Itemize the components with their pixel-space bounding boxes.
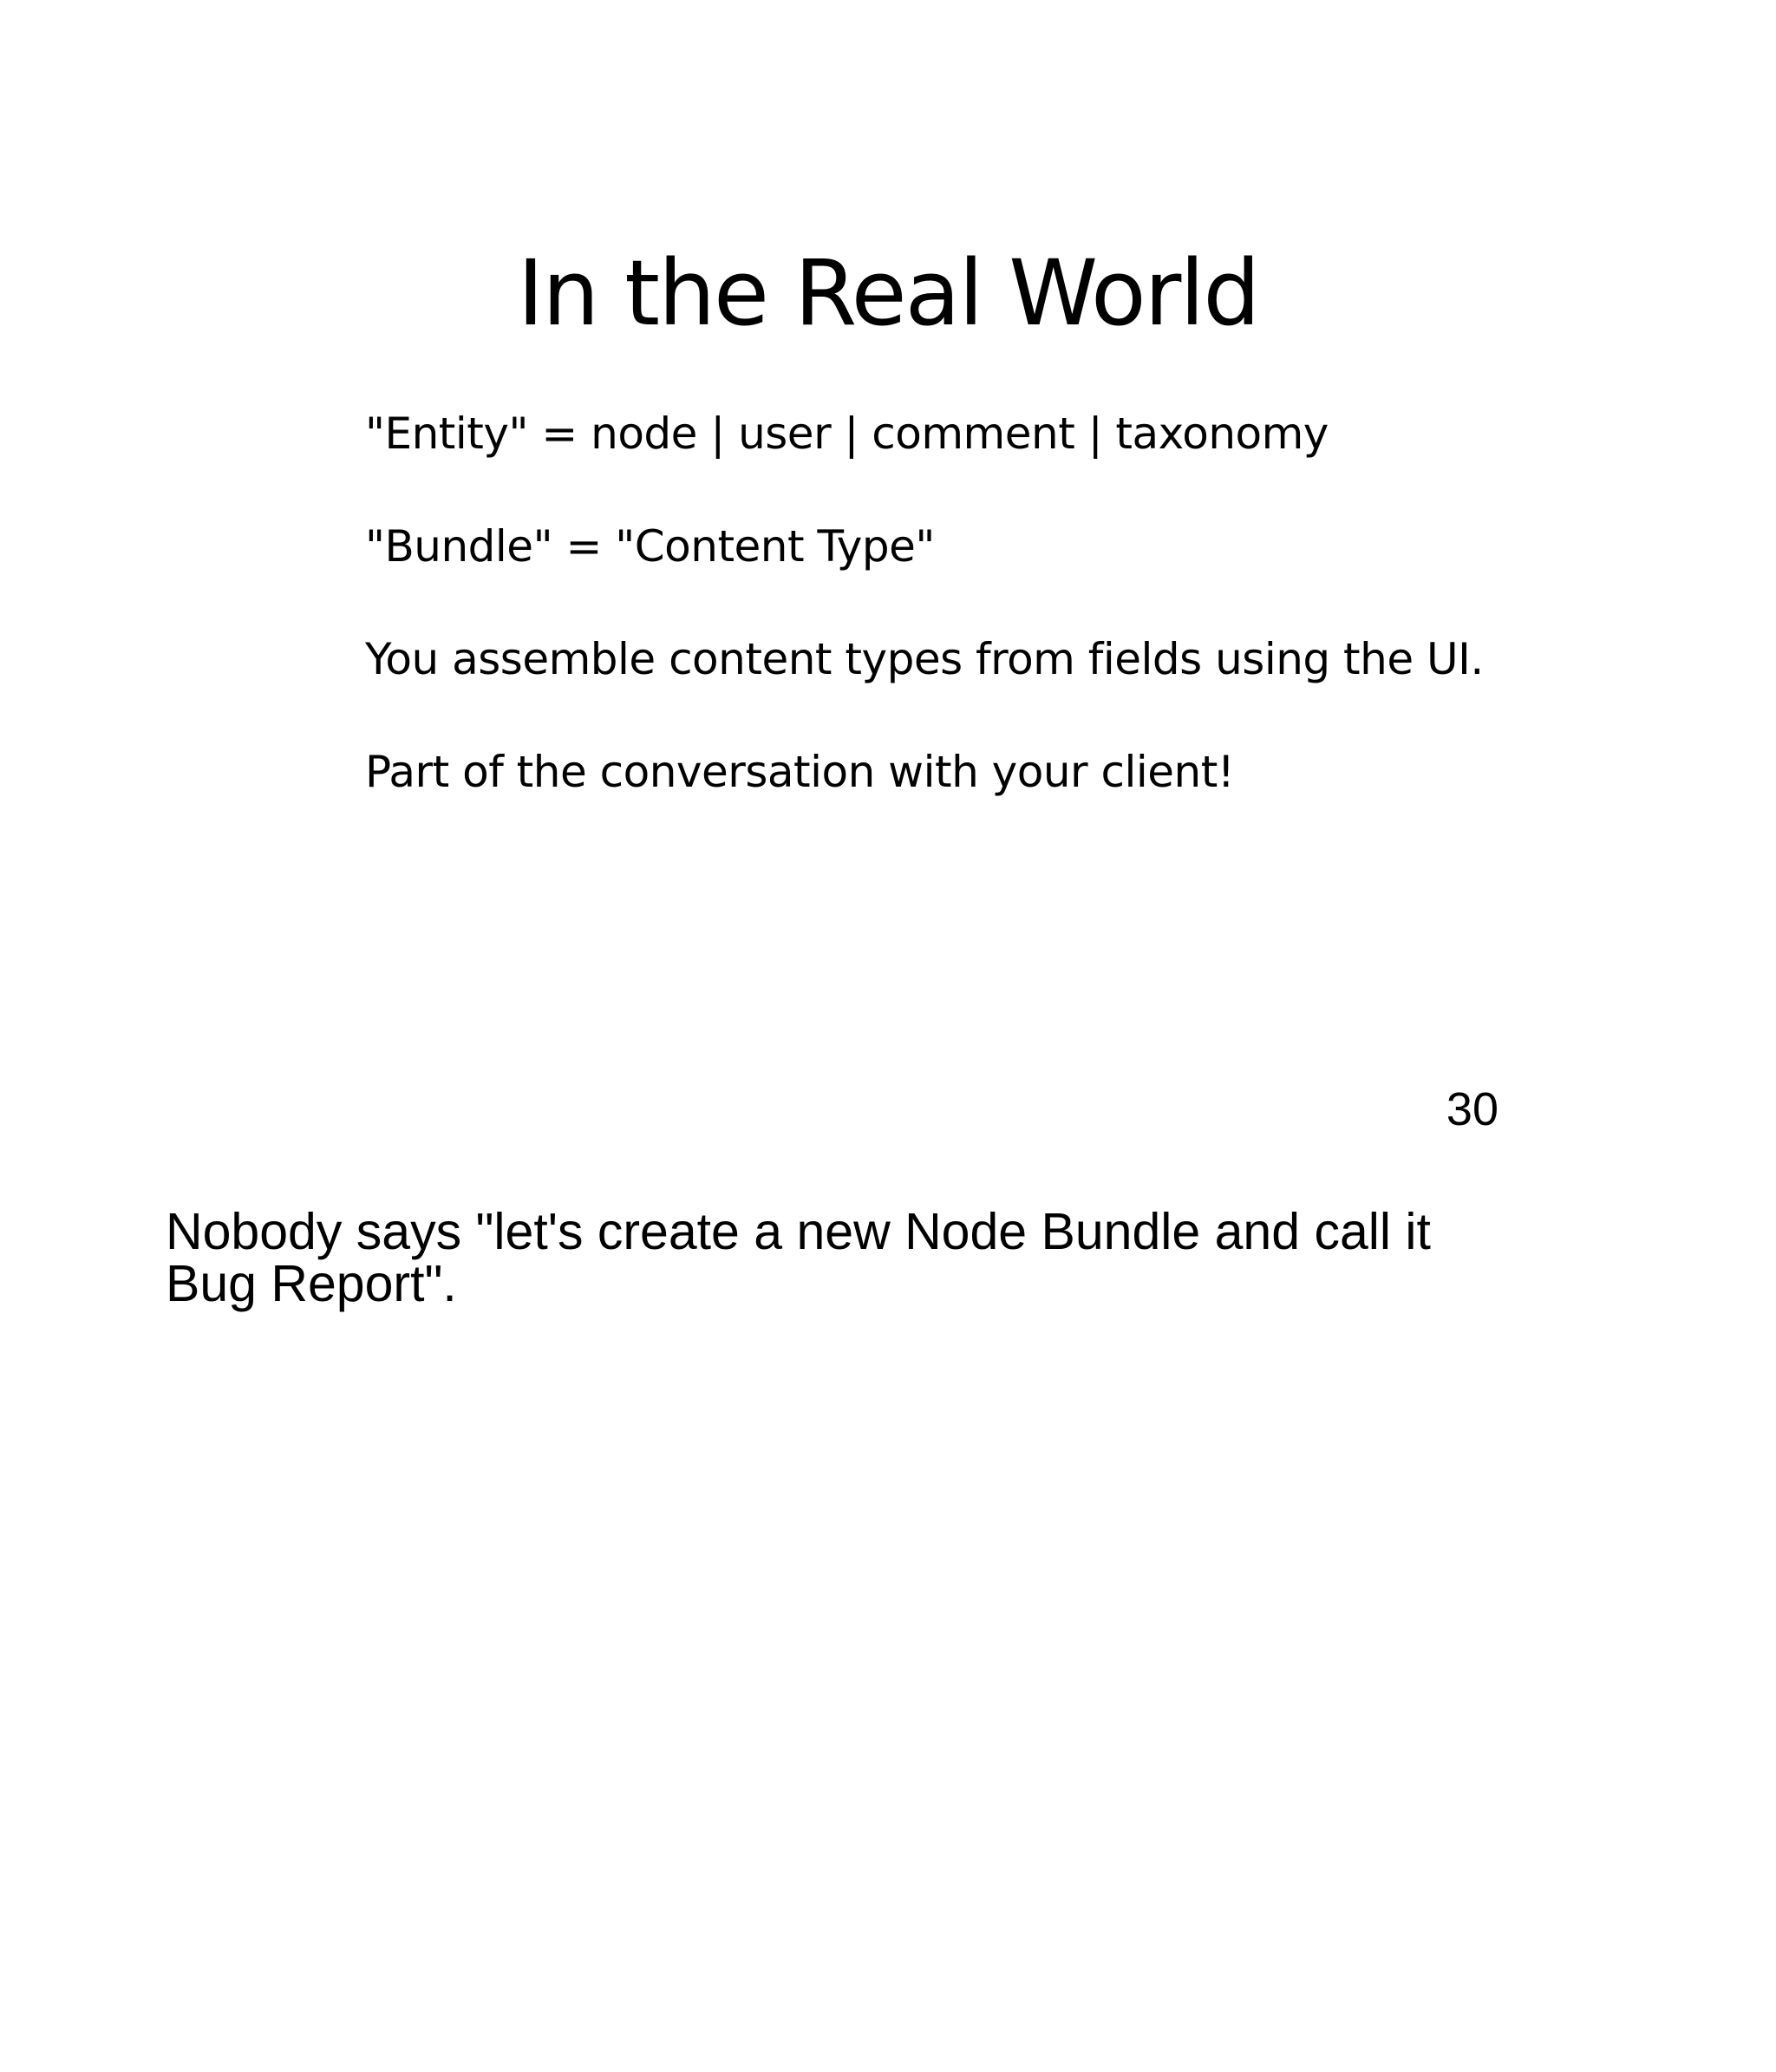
bullet-client-conversation: Part of the conversation with your client! (365, 747, 1235, 797)
slide-title: In the Real World (517, 240, 1259, 346)
bullet-bundle-definition: "Bundle" = "Content Type" (365, 521, 935, 572)
slide-bullet-list (365, 408, 1484, 859)
bullet-assemble-content-types: You assemble content types from fields using the UI. (365, 634, 1484, 684)
page-number: 30 (1446, 1083, 1498, 1135)
bullet-entity-definition: "Entity" = node | user | comment | taxonomy (365, 409, 1329, 459)
speaker-notes: Nobody says "let's create a new Node Bundle and call it Bug Report". (166, 1203, 1431, 1312)
